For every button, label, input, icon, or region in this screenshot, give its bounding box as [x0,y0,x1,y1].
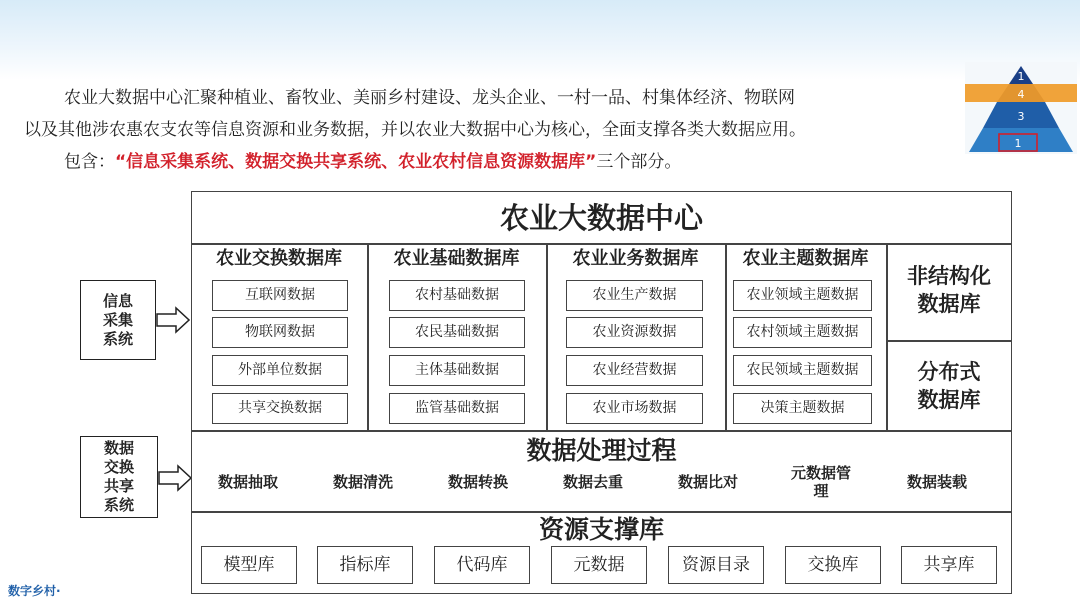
svg-text:3: 3 [1017,110,1025,123]
distributed-db-title: 分布式 数据库 [917,360,981,412]
db-item: 农村领域主题数据 [733,317,872,348]
intro-suffix: 三个部分。 [596,152,682,172]
column-title-business: 农业业务数据库 [572,248,699,269]
db-item: 农业市场数据 [566,393,703,424]
column-title-base: 农业基础数据库 [393,248,520,269]
divider [191,511,1012,513]
intro-text [24,82,954,178]
intro-line-1: 农业大数据中心汇聚种植业、畜牧业、美丽乡村建设、龙头企业、一村一品、村集体经济、物联网 [64,88,795,108]
svg-text:4: 4 [1017,88,1025,101]
db-item: 农业领域主题数据 [733,280,872,311]
arrow-right-icon [158,464,192,492]
db-item: 外部单位数据 [212,355,348,386]
resource-item: 代码库 [434,546,530,584]
intro-line-3 [24,146,954,178]
divider [191,243,1012,245]
arrow-right-icon [156,306,190,334]
divider [886,340,1012,342]
divider [191,430,1012,432]
process-step: 元数据管 理 [790,464,851,500]
resource-item: 指标库 [317,546,413,584]
db-item: 农业经营数据 [566,355,703,386]
data-exchange-system [80,436,158,518]
intro-line-2: 以及其他涉农惠农支农等信息资源和业务数据，并以农业大数据中心为核心，全面支撑各类大数据应用。 [24,120,806,140]
db-item: 共享交换数据 [212,393,348,424]
process-step: 数据抽取 [217,473,278,491]
db-item: 农业生产数据 [566,280,703,311]
db-item: 决策主题数据 [733,393,872,424]
db-item: 农业资源数据 [566,317,703,348]
footer-brand: 数字乡村· [8,584,61,598]
header-gradient [0,0,1080,80]
svg-text:1: 1 [1014,137,1022,150]
process-step: 数据清洗 [332,473,393,491]
intro-prefix: 包含： [64,152,115,172]
processing-title: 数据处理过程 [526,436,677,465]
process-step: 数据装载 [906,473,967,491]
resource-item: 元数据 [551,546,647,584]
db-item: 农民领域主题数据 [733,355,872,386]
resource-item: 模型库 [201,546,297,584]
db-item: 农村基础数据 [389,280,525,311]
process-step: 数据转换 [447,473,508,491]
resource-item: 共享库 [901,546,997,584]
resource-item: 交换库 [785,546,881,584]
process-step: 数据去重 [562,473,623,491]
db-item: 监管基础数据 [389,393,525,424]
unstructured-db-title: 非结构化 数据库 [907,264,991,316]
process-step: 数据比对 [677,473,738,491]
data-exchange-label: 数据 交换 共享 系统 [103,439,134,514]
db-item: 互联网数据 [212,280,348,311]
column-title-exchange: 农业交换数据库 [216,248,342,269]
intro-highlight: “信息采集系统、数据交换共享系统、农业农村信息资源数据库” [115,152,597,172]
info-collect-label: 信息 采集 系统 [102,291,133,348]
data-center-title: 农业大数据中心 [499,201,703,235]
db-item: 物联网数据 [212,317,348,348]
db-item: 主体基础数据 [389,355,525,386]
info-collect-system [80,280,156,360]
svg-text:1: 1 [1017,70,1025,83]
pyramid-icon [965,62,1077,154]
resources-title: 资源支撑库 [538,515,664,544]
column-title-theme: 农业主题数据库 [742,248,869,269]
resource-item: 资源目录 [668,546,764,584]
db-item: 农民基础数据 [389,317,525,348]
